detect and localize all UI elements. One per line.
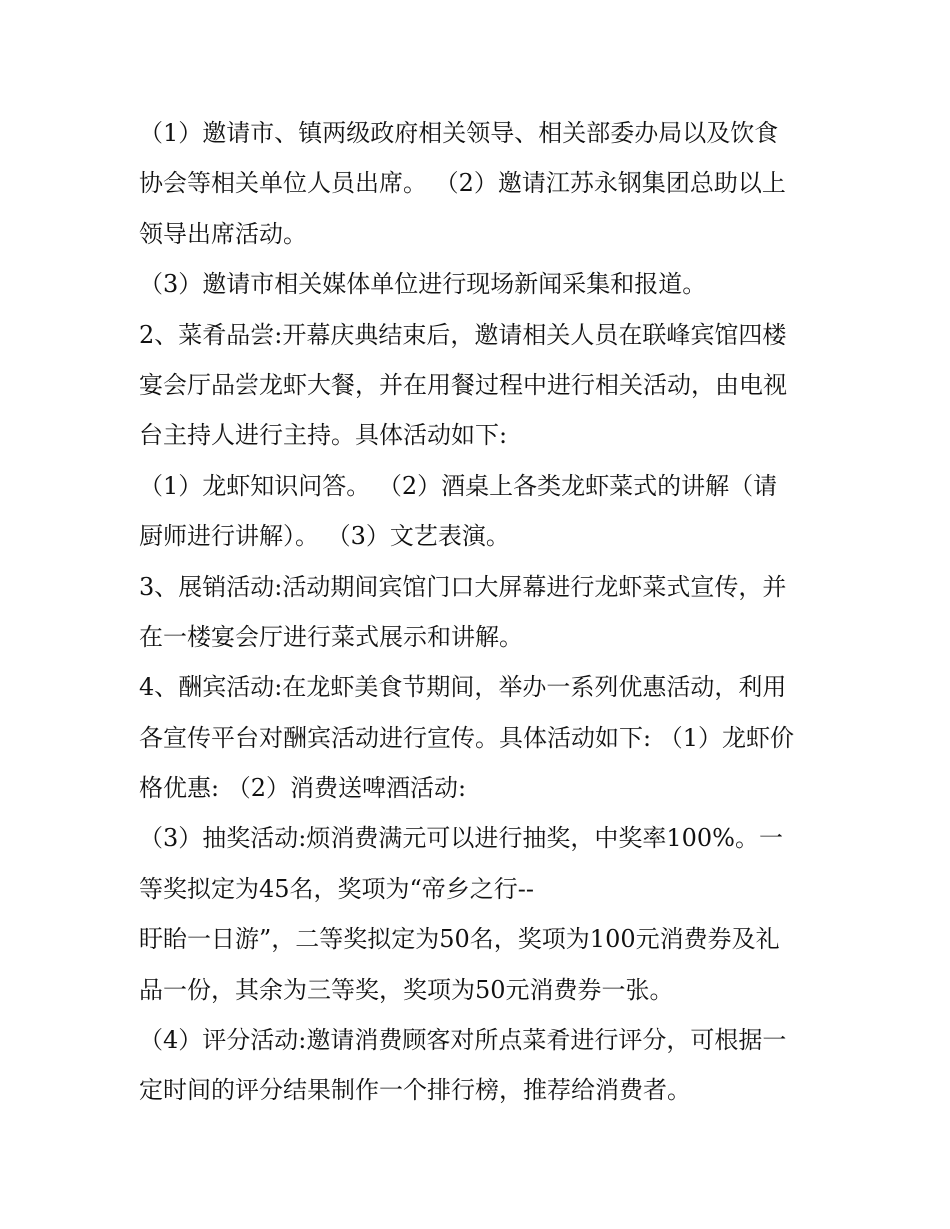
text-line: 定时间的评分结果制作一个排行榜，推荐给消费者。 [139, 1076, 691, 1105]
text-line: （1）邀请市、镇两级政府相关领导、相关部委办局以及饮食 [139, 119, 779, 147]
text-line: （1）龙虾知识问答。 （2）酒桌上各类龙虾菜式的讲解（请 [139, 471, 778, 500]
text-line: 各宣传平台对酬宾活动进行宣传。具体活动如下: （1）龙虾价 [139, 723, 794, 752]
text-line: 3、展销活动:活动期间宾馆门口大屏幕进行龙虾菜式宣传，并 [139, 572, 787, 601]
text-line: （4）评分活动:邀请消费顾客对所点菜肴进行评分，可根据一 [139, 1026, 787, 1055]
text-line: 等奖拟定为45名，奖项为“帝乡之行-- [139, 874, 535, 903]
text-line: 格优惠: （2）消费送啤酒活动: [139, 774, 467, 803]
text-line: 宴会厅品尝龙虾大餐，并在用餐过程中进行相关活动，由电视 [139, 370, 787, 399]
text-line: 协会等相关单位人员出席。 （2）邀请江苏永钢集团总助以上 [139, 169, 786, 198]
text-line: 台主持人进行主持。具体活动如下: [139, 421, 508, 450]
text-line: 4、酬宾活动:在龙虾美食节期间，举办一系列优惠活动，利用 [139, 673, 787, 702]
document-body [139, 108, 819, 1116]
text-line: 厨师进行讲解）。 （3）文艺表演。 [139, 522, 510, 551]
text-line: 品一份，其余为三等奖，奖项为50元消费券一张。 [139, 975, 674, 1004]
text-line: （3）邀请市相关媒体单位进行现场新闻采集和报道。 [139, 270, 707, 299]
text-line: 盱眙一日游”，二等奖拟定为50名，奖项为100元消费券及礼 [139, 925, 780, 954]
text-line: 领导出席活动。 [139, 219, 307, 248]
text-line: （3）抽奖活动:烦消费满元可以进行抽奖，中奖率100%。一 [139, 824, 783, 853]
text-line: 2、菜肴品尝:开幕庆典结束后，邀请相关人员在联峰宾馆四楼 [139, 320, 787, 349]
text-line: 在一楼宴会厅进行菜式展示和讲解。 [139, 622, 523, 651]
